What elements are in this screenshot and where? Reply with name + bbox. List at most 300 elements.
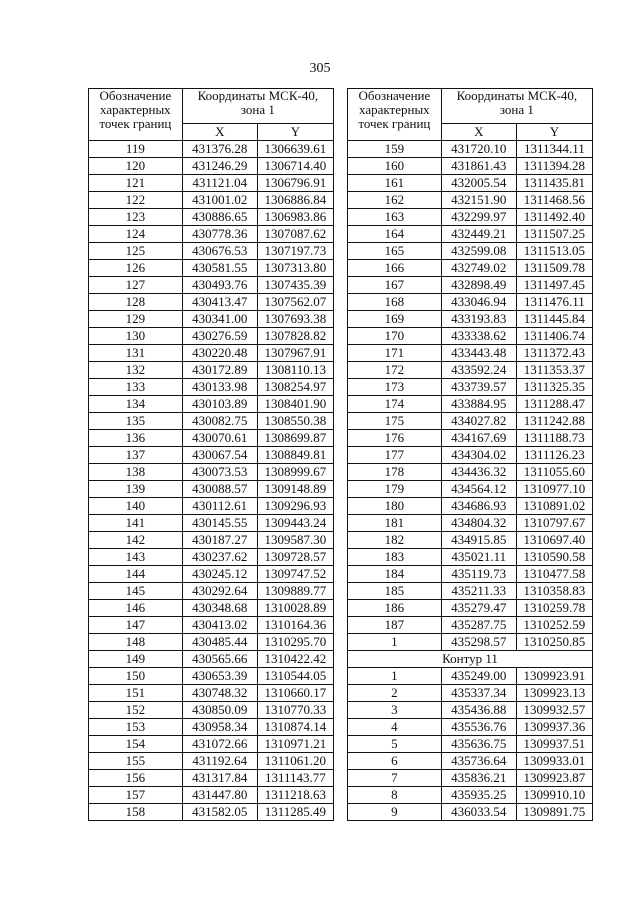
y-coordinate-cell: 1309148.89 [257, 481, 333, 498]
y-coordinate-cell: 1306983.86 [257, 209, 333, 226]
point-number-cell: 2 [348, 685, 442, 702]
x-coordinate-cell: 434436.32 [441, 464, 516, 481]
y-coordinate-cell: 1311061.20 [257, 753, 333, 770]
x-coordinate-cell: 430073.53 [182, 464, 257, 481]
x-coordinate-cell: 431720.10 [441, 141, 516, 158]
x-coordinate-cell: 430493.76 [182, 277, 257, 294]
x-coordinate-cell: 430676.53 [182, 243, 257, 260]
table-row [89, 651, 334, 668]
x-coordinate-cell: 435836.21 [441, 770, 516, 787]
y-coordinate-cell: 1308999.67 [257, 464, 333, 481]
x-coordinate-cell: 434686.93 [441, 498, 516, 515]
y-coordinate-cell: 1310028.89 [257, 600, 333, 617]
y-coordinate-cell: 1310891.02 [516, 498, 592, 515]
point-number-cell: 162 [348, 192, 442, 209]
table-row [348, 328, 593, 345]
y-coordinate-cell: 1310259.78 [516, 600, 592, 617]
point-number-cell: 159 [348, 141, 442, 158]
x-coordinate-cell: 433592.24 [441, 362, 516, 379]
x-coordinate-cell: 431246.29 [182, 158, 257, 175]
point-number-cell: 127 [89, 277, 183, 294]
point-number-cell: 9 [348, 804, 442, 821]
x-coordinate-cell: 435436.88 [441, 702, 516, 719]
point-number-cell: 168 [348, 294, 442, 311]
table-row [89, 804, 334, 821]
point-number-cell: 146 [89, 600, 183, 617]
x-coordinate-cell: 436033.54 [441, 804, 516, 821]
x-coordinate-cell: 431861.43 [441, 158, 516, 175]
point-number-cell: 134 [89, 396, 183, 413]
x-coordinate-cell: 430886.65 [182, 209, 257, 226]
point-number-cell: 126 [89, 260, 183, 277]
point-number-cell: 182 [348, 532, 442, 549]
y-coordinate-cell: 1309296.93 [257, 498, 333, 515]
point-number-cell: 176 [348, 430, 442, 447]
point-number-cell: 131 [89, 345, 183, 362]
x-coordinate-cell: 431001.02 [182, 192, 257, 209]
y-coordinate-cell: 1309443.24 [257, 515, 333, 532]
table-row [348, 770, 593, 787]
x-coordinate-cell: 435021.11 [441, 549, 516, 566]
y-coordinate-cell: 1309889.77 [257, 583, 333, 600]
point-number-cell: 130 [89, 328, 183, 345]
table-row [89, 719, 334, 736]
x-coordinate-cell: 434167.69 [441, 430, 516, 447]
point-number-cell: 172 [348, 362, 442, 379]
x-coordinate-cell: 435249.00 [441, 668, 516, 685]
y-coordinate-cell: 1309923.13 [516, 685, 592, 702]
table-row [348, 702, 593, 719]
point-number-cell: 174 [348, 396, 442, 413]
point-number-cell: 164 [348, 226, 442, 243]
y-coordinate-cell: 1311353.37 [516, 362, 592, 379]
table-row [89, 345, 334, 362]
table-row [89, 277, 334, 294]
point-number-cell: 175 [348, 413, 442, 430]
point-number-cell: 1 [348, 668, 442, 685]
point-number-cell: 144 [89, 566, 183, 583]
point-number-cell: 180 [348, 498, 442, 515]
table-row [89, 175, 334, 192]
point-number-cell: 178 [348, 464, 442, 481]
y-coordinate-cell: 1307435.39 [257, 277, 333, 294]
point-number-cell: 5 [348, 736, 442, 753]
x-coordinate-cell: 431447.80 [182, 787, 257, 804]
y-coordinate-cell: 1310797.67 [516, 515, 592, 532]
point-number-cell: 137 [89, 447, 183, 464]
y-coordinate-cell: 1310977.10 [516, 481, 592, 498]
point-number-cell: 181 [348, 515, 442, 532]
point-label-header-line3: точек границ [358, 116, 431, 131]
point-number-cell: 161 [348, 175, 442, 192]
table-row [348, 430, 593, 447]
table-row [89, 430, 334, 447]
point-number-cell: 139 [89, 481, 183, 498]
table-row [348, 447, 593, 464]
x-coordinate-cell: 434915.85 [441, 532, 516, 549]
point-number-cell: 151 [89, 685, 183, 702]
coords-header-line2: зона 1 [240, 102, 275, 117]
x-coordinate-cell: 431121.04 [182, 175, 257, 192]
table-row [89, 379, 334, 396]
y-coordinate-cell: 1310295.70 [257, 634, 333, 651]
page-number: 305 [309, 61, 331, 76]
point-number-cell: 185 [348, 583, 442, 600]
point-number-cell: 173 [348, 379, 442, 396]
table-row [89, 770, 334, 787]
y-coordinate-cell: 1311218.63 [257, 787, 333, 804]
y-coordinate-cell: 1311507.25 [516, 226, 592, 243]
y-coordinate-cell: 1309891.75 [516, 804, 592, 821]
point-number-cell: 1 [348, 634, 442, 651]
x-coordinate-cell: 431192.64 [182, 753, 257, 770]
y-coordinate-cell: 1311513.05 [516, 243, 592, 260]
y-coordinate-cell: 1311406.74 [516, 328, 592, 345]
table-row [89, 243, 334, 260]
y-coordinate-cell: 1309923.91 [516, 668, 592, 685]
table-row [89, 634, 334, 651]
coords-header-line1: Координаты МСК-40, [456, 88, 578, 103]
table-row [348, 396, 593, 413]
x-coordinate-cell: 435287.75 [441, 617, 516, 634]
table-row [348, 464, 593, 481]
y-coordinate-cell: 1310252.59 [516, 617, 592, 634]
table-row [348, 379, 593, 396]
x-coordinate-cell: 432599.08 [441, 243, 516, 260]
x-coordinate-cell: 430341.00 [182, 311, 257, 328]
point-number-cell: 150 [89, 668, 183, 685]
table-row [348, 634, 593, 651]
table-row [348, 175, 593, 192]
table-row [89, 787, 334, 804]
right-table-body [348, 141, 593, 821]
table-row [348, 583, 593, 600]
x-coordinate-cell: 435298.57 [441, 634, 516, 651]
point-number-cell: 177 [348, 447, 442, 464]
table-row [348, 481, 593, 498]
x-coordinate-cell: 435736.64 [441, 753, 516, 770]
point-number-cell: 187 [348, 617, 442, 634]
point-number-cell: 156 [89, 770, 183, 787]
y-coordinate-cell: 1310590.58 [516, 549, 592, 566]
point-number-cell: 4 [348, 719, 442, 736]
y-coordinate-cell: 1311372.43 [516, 345, 592, 362]
x-coordinate-cell: 430070.61 [182, 430, 257, 447]
point-number-cell: 123 [89, 209, 183, 226]
y-coordinate-cell: 1311242.88 [516, 413, 592, 430]
y-coordinate-cell: 1309937.36 [516, 719, 592, 736]
y-coordinate-cell: 1311476.11 [516, 294, 592, 311]
point-label-header [348, 89, 442, 141]
x-coordinate-cell: 435935.25 [441, 787, 516, 804]
table-row [348, 566, 593, 583]
table-row [89, 566, 334, 583]
point-label-header-line1: Обозначение [99, 88, 172, 103]
y-column-header: Y [516, 124, 592, 141]
contour-heading-row [348, 651, 593, 668]
y-coordinate-cell: 1307967.91 [257, 345, 333, 362]
x-coordinate-cell: 430565.66 [182, 651, 257, 668]
coords-header-line1: Координаты МСК-40, [197, 88, 319, 103]
y-coordinate-cell: 1309923.87 [516, 770, 592, 787]
point-number-cell: 167 [348, 277, 442, 294]
table-row [89, 362, 334, 379]
table-row [348, 141, 593, 158]
y-coordinate-cell: 1311497.45 [516, 277, 592, 294]
x-coordinate-cell: 432151.90 [441, 192, 516, 209]
y-coordinate-cell: 1310874.14 [257, 719, 333, 736]
table-row [89, 549, 334, 566]
y-coordinate-cell: 1310164.36 [257, 617, 333, 634]
point-number-cell: 153 [89, 719, 183, 736]
point-number-cell: 170 [348, 328, 442, 345]
table-row [348, 532, 593, 549]
x-coordinate-cell: 430348.68 [182, 600, 257, 617]
x-coordinate-cell: 434804.32 [441, 515, 516, 532]
point-number-cell: 122 [89, 192, 183, 209]
table-row [348, 753, 593, 770]
x-coordinate-cell: 432299.97 [441, 209, 516, 226]
table-row [89, 209, 334, 226]
table-row [348, 549, 593, 566]
y-coordinate-cell: 1311143.77 [257, 770, 333, 787]
x-coordinate-cell: 430172.89 [182, 362, 257, 379]
point-number-cell: 152 [89, 702, 183, 719]
table-row [348, 804, 593, 821]
table-row [348, 413, 593, 430]
x-coordinate-cell: 430413.02 [182, 617, 257, 634]
x-coordinate-cell: 432449.21 [441, 226, 516, 243]
x-coordinate-cell: 433739.57 [441, 379, 516, 396]
y-coordinate-cell: 1311445.84 [516, 311, 592, 328]
table-row [89, 192, 334, 209]
y-coordinate-cell: 1311394.28 [516, 158, 592, 175]
table-row [89, 736, 334, 753]
x-coordinate-cell: 435536.76 [441, 719, 516, 736]
point-number-cell: 169 [348, 311, 442, 328]
table-row [348, 260, 593, 277]
table-row [89, 498, 334, 515]
point-number-cell: 142 [89, 532, 183, 549]
y-column-header: Y [257, 124, 333, 141]
table-row [348, 362, 593, 379]
y-coordinate-cell: 1307562.07 [257, 294, 333, 311]
table-row [89, 583, 334, 600]
table-row [348, 498, 593, 515]
x-coordinate-cell: 430220.48 [182, 345, 257, 362]
point-number-cell: 121 [89, 175, 183, 192]
contour-label: Контур 11 [348, 651, 593, 668]
table-row [89, 600, 334, 617]
y-coordinate-cell: 1307087.62 [257, 226, 333, 243]
point-number-cell: 160 [348, 158, 442, 175]
y-coordinate-cell: 1308550.38 [257, 413, 333, 430]
coordinates-table-right [347, 88, 593, 821]
x-coordinate-cell: 435337.34 [441, 685, 516, 702]
point-number-cell: 136 [89, 430, 183, 447]
y-coordinate-cell: 1310358.83 [516, 583, 592, 600]
table-row [348, 787, 593, 804]
x-coordinate-cell: 430082.75 [182, 413, 257, 430]
point-number-cell: 165 [348, 243, 442, 260]
point-number-cell: 163 [348, 209, 442, 226]
y-coordinate-cell: 1307313.80 [257, 260, 333, 277]
point-number-cell: 157 [89, 787, 183, 804]
y-coordinate-cell: 1310250.85 [516, 634, 592, 651]
x-coordinate-cell: 430778.36 [182, 226, 257, 243]
x-coordinate-cell: 430292.64 [182, 583, 257, 600]
y-coordinate-cell: 1306796.91 [257, 175, 333, 192]
y-coordinate-cell: 1311188.73 [516, 430, 592, 447]
y-coordinate-cell: 1311126.23 [516, 447, 592, 464]
x-coordinate-cell: 430748.32 [182, 685, 257, 702]
table-row [89, 396, 334, 413]
point-number-cell: 120 [89, 158, 183, 175]
y-coordinate-cell: 1310697.40 [516, 532, 592, 549]
table-row [348, 158, 593, 175]
point-label-header-line2: характерных [100, 102, 171, 117]
point-number-cell: 140 [89, 498, 183, 515]
y-coordinate-cell: 1307693.38 [257, 311, 333, 328]
y-coordinate-cell: 1310422.42 [257, 651, 333, 668]
table-row [348, 192, 593, 209]
y-coordinate-cell: 1311288.47 [516, 396, 592, 413]
y-coordinate-cell: 1310971.21 [257, 736, 333, 753]
x-coordinate-cell: 434027.82 [441, 413, 516, 430]
x-coordinate-cell: 430112.61 [182, 498, 257, 515]
x-column-header: X [182, 124, 257, 141]
x-coordinate-cell: 435636.75 [441, 736, 516, 753]
table-row [89, 141, 334, 158]
table-row [89, 515, 334, 532]
x-coordinate-cell: 430653.39 [182, 668, 257, 685]
x-coordinate-cell: 430237.62 [182, 549, 257, 566]
point-number-cell: 7 [348, 770, 442, 787]
x-coordinate-cell: 433338.62 [441, 328, 516, 345]
x-coordinate-cell: 430133.98 [182, 379, 257, 396]
y-coordinate-cell: 1306886.84 [257, 192, 333, 209]
coords-header [182, 89, 333, 124]
x-coordinate-cell: 431317.84 [182, 770, 257, 787]
y-coordinate-cell: 1309910.10 [516, 787, 592, 804]
x-coordinate-cell: 430088.57 [182, 481, 257, 498]
table-row [89, 158, 334, 175]
x-coordinate-cell: 430145.55 [182, 515, 257, 532]
x-coordinate-cell: 432898.49 [441, 277, 516, 294]
x-coordinate-cell: 430413.47 [182, 294, 257, 311]
table-row [89, 532, 334, 549]
x-coordinate-cell: 434304.02 [441, 447, 516, 464]
x-coordinate-cell: 430276.59 [182, 328, 257, 345]
y-coordinate-cell: 1310770.33 [257, 702, 333, 719]
x-coordinate-cell: 431376.28 [182, 141, 257, 158]
table-row [89, 294, 334, 311]
x-coordinate-cell: 431582.05 [182, 804, 257, 821]
x-coordinate-cell: 430581.55 [182, 260, 257, 277]
point-number-cell: 171 [348, 345, 442, 362]
table-row [348, 515, 593, 532]
table-row [89, 685, 334, 702]
point-number-cell: 158 [89, 804, 183, 821]
y-coordinate-cell: 1311285.49 [257, 804, 333, 821]
y-coordinate-cell: 1311509.78 [516, 260, 592, 277]
x-coordinate-cell: 430485.44 [182, 634, 257, 651]
y-coordinate-cell: 1309587.30 [257, 532, 333, 549]
table-row [348, 226, 593, 243]
coords-header-line2: зона 1 [499, 102, 534, 117]
y-coordinate-cell: 1306639.61 [257, 141, 333, 158]
y-coordinate-cell: 1308254.97 [257, 379, 333, 396]
point-number-cell: 135 [89, 413, 183, 430]
point-number-cell: 8 [348, 787, 442, 804]
x-coordinate-cell: 430245.12 [182, 566, 257, 583]
y-coordinate-cell: 1309932.57 [516, 702, 592, 719]
y-coordinate-cell: 1308849.81 [257, 447, 333, 464]
y-coordinate-cell: 1310477.58 [516, 566, 592, 583]
point-number-cell: 155 [89, 753, 183, 770]
table-row [348, 311, 593, 328]
x-coordinate-cell: 435279.47 [441, 600, 516, 617]
y-coordinate-cell: 1308401.90 [257, 396, 333, 413]
coordinates-table-left [88, 88, 334, 821]
point-number-cell: 124 [89, 226, 183, 243]
point-number-cell: 129 [89, 311, 183, 328]
x-coordinate-cell: 431072.66 [182, 736, 257, 753]
table-row [89, 447, 334, 464]
x-coordinate-cell: 430850.09 [182, 702, 257, 719]
point-number-cell: 138 [89, 464, 183, 481]
y-coordinate-cell: 1311344.11 [516, 141, 592, 158]
point-number-cell: 133 [89, 379, 183, 396]
table-row [348, 243, 593, 260]
table-row [89, 702, 334, 719]
point-label-header [89, 89, 183, 141]
x-coordinate-cell: 430187.27 [182, 532, 257, 549]
point-label-header-line1: Обозначение [358, 88, 431, 103]
x-coordinate-cell: 430958.34 [182, 719, 257, 736]
point-number-cell: 179 [348, 481, 442, 498]
y-coordinate-cell: 1308110.13 [257, 362, 333, 379]
point-number-cell: 119 [89, 141, 183, 158]
y-coordinate-cell: 1311325.35 [516, 379, 592, 396]
table-row [348, 294, 593, 311]
y-coordinate-cell: 1309937.51 [516, 736, 592, 753]
y-coordinate-cell: 1308699.87 [257, 430, 333, 447]
table-row [348, 668, 593, 685]
point-number-cell: 143 [89, 549, 183, 566]
y-coordinate-cell: 1307197.73 [257, 243, 333, 260]
point-number-cell: 166 [348, 260, 442, 277]
y-coordinate-cell: 1309728.57 [257, 549, 333, 566]
table-row [348, 600, 593, 617]
table-row [89, 311, 334, 328]
x-coordinate-cell: 434564.12 [441, 481, 516, 498]
y-coordinate-cell: 1309747.52 [257, 566, 333, 583]
table-row [89, 481, 334, 498]
point-number-cell: 6 [348, 753, 442, 770]
y-coordinate-cell: 1311492.40 [516, 209, 592, 226]
point-number-cell: 183 [348, 549, 442, 566]
point-number-cell: 184 [348, 566, 442, 583]
table-row [89, 464, 334, 481]
x-coordinate-cell: 432005.54 [441, 175, 516, 192]
point-number-cell: 141 [89, 515, 183, 532]
y-coordinate-cell: 1311055.60 [516, 464, 592, 481]
table-row [348, 345, 593, 362]
left-table-body [89, 141, 334, 821]
x-coordinate-cell: 430103.89 [182, 396, 257, 413]
point-number-cell: 128 [89, 294, 183, 311]
